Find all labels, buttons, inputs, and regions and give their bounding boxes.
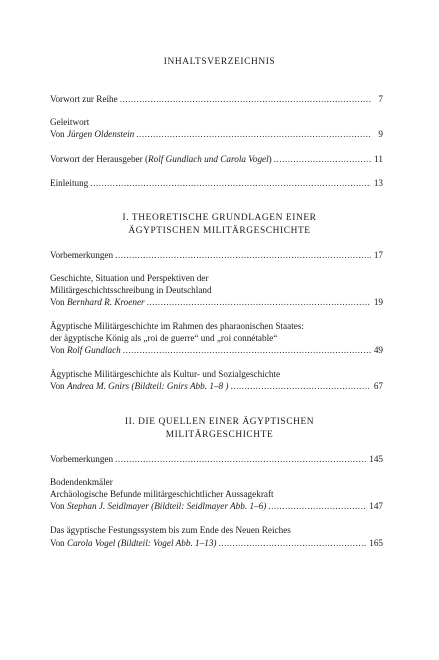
entry-title-line: der ägyptische König als „roi de guerre“ und „roi connétable“ [50, 333, 278, 343]
toc-entry-vorwort-reihe[interactable] [50, 93, 383, 106]
author-name: Carola Vogel (Bildteil: Vogel Abb. 1–13) [66, 538, 217, 548]
leader-dots [147, 296, 371, 309]
leader-dots [218, 537, 367, 550]
author-name: Andrea M. Gnirs (Bildteil: Gnirs Abb. 1–8 ) [66, 381, 229, 391]
entry-title-line: Das ägyptische Festungssystem bis zum Ende des Neuen Reiches [50, 525, 291, 535]
toc-entry-festung[interactable] [50, 537, 383, 550]
page-title: INHALTSVERZEICHNIS [163, 57, 276, 67]
toc-entry-geleitwort[interactable] [50, 128, 383, 141]
entry-title-line: Bodendenkmäler [50, 477, 113, 487]
author-name: Stephan J. Seidlmayer (Bildteil: Seidlmayer Abb. 1–6) [66, 501, 267, 511]
entry-page: 17 [373, 250, 383, 260]
entry-page: 11 [374, 154, 383, 164]
leader-dots [136, 128, 371, 141]
toc-entry-kultur[interactable] [50, 380, 383, 393]
entry-author-line: Von Andrea M. Gnirs (Bildteil: Gnirs Abb. 1–8 ) [50, 381, 229, 391]
author-name: Bernhard R. Kroener [66, 297, 145, 307]
leader-dots [120, 93, 371, 106]
toc-entry-boden[interactable] [50, 500, 383, 513]
author-name: Rolf Gundlach und Carola Vogel [148, 154, 269, 164]
entry-title-line: Ägyptische Militärgeschichte als Kultur- und Sozialgeschichte [50, 369, 281, 379]
entry-author-line: Von Jürgen Oldenstein [50, 129, 135, 139]
toc-entry-vorbemerkungen-1[interactable] [50, 249, 383, 262]
leader-dots [123, 344, 371, 357]
entry-author-line: Von Carola Vogel (Bildteil: Vogel Abb. 1–13) [50, 538, 217, 548]
entry-page: 145 [369, 454, 383, 464]
entry-page: 19 [373, 297, 383, 307]
entry-page: 147 [369, 501, 383, 511]
entry-title-line: Geschichte, Situation und Perspektiven der [50, 273, 209, 283]
entry-page: 67 [373, 381, 383, 391]
leader-dots [274, 153, 371, 166]
leader-dots [230, 380, 371, 393]
author-name: Rolf Gundlach [66, 345, 121, 355]
toc-entry-vorwort-herausgeber[interactable] [50, 153, 383, 166]
leader-dots [268, 500, 367, 513]
toc-entry-einleitung[interactable] [50, 177, 383, 190]
entry-label: Vorwort der Herausgeber (Rolf Gundlach und Carola Vogel) [50, 154, 272, 164]
author-name: Jürgen Oldenstein [66, 129, 135, 139]
entry-page: 9 [378, 129, 383, 139]
entry-title-line: Ägyptische Militärgeschichte im Rahmen des pharaonischen Staates: [50, 321, 304, 331]
entry-title-line: Archäologische Befunde militärgeschichtlicher Aussagekraft [50, 489, 274, 499]
entry-label: Vorwort zur Reihe [50, 94, 118, 104]
entry-page: 13 [373, 178, 383, 188]
section-heading-2-line1: II. DIE QUELLEN EINER ÄGYPTISCHEN [124, 417, 315, 427]
entry-label: Vorbemerkungen [50, 454, 114, 464]
toc-entry-staat[interactable] [50, 344, 383, 357]
leader-dots [90, 177, 371, 190]
entry-page: 7 [378, 94, 383, 104]
entry-page: 165 [369, 538, 383, 548]
entry-title-line: Militärgeschichtsschreibung in Deutschland [50, 285, 212, 295]
section-heading-1-line2: ÄGYPTISCHEN MILITÄRGESCHICHTE [128, 226, 311, 236]
entry-title-geleitwort: Geleitwort [50, 117, 90, 127]
toc-entry-vorbemerkungen-2[interactable] [50, 453, 383, 466]
entry-label: Vorbemerkungen [50, 250, 114, 260]
entry-author-line: Von Bernhard R. Kroener [50, 297, 145, 307]
section-heading-2-line2: MILITÄRGESCHICHTE [165, 430, 274, 440]
section-heading-1-line1: I. THEORETISCHE GRUNDLAGEN EINER [122, 213, 317, 223]
entry-author-line: Von Rolf Gundlach [50, 345, 121, 355]
entry-page: 49 [373, 345, 383, 355]
leader-dots [115, 249, 371, 262]
leader-dots [115, 453, 367, 466]
entry-label: Einleitung [50, 178, 89, 188]
toc-entry-geschichte[interactable] [50, 296, 383, 309]
entry-author-line: Von Stephan J. Seidlmayer (Bildteil: Seidlmayer Abb. 1–6) [50, 501, 267, 511]
